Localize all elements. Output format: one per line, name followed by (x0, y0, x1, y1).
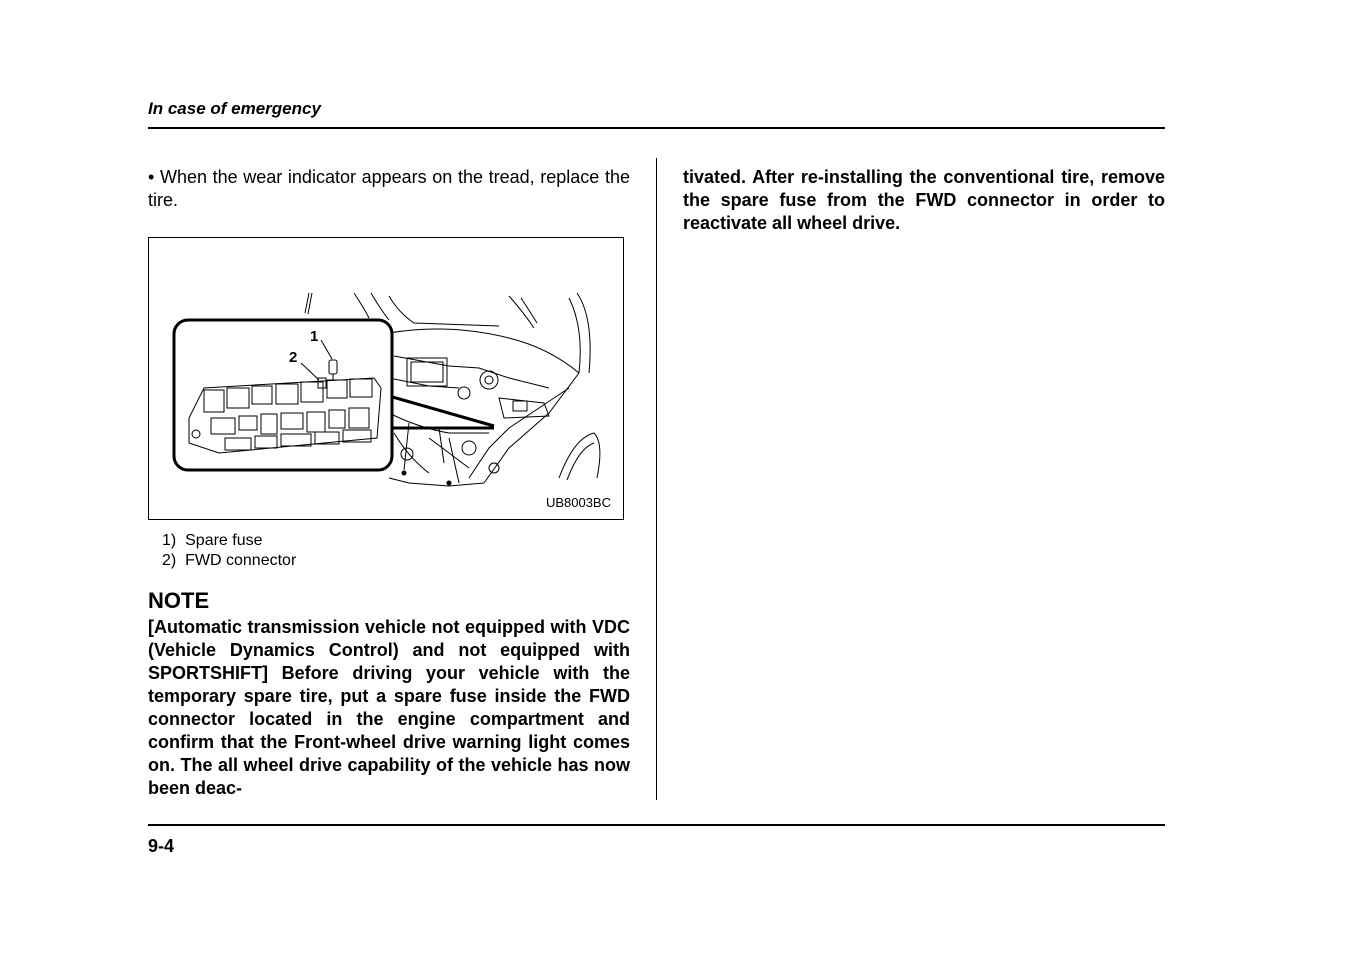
engine-compartment-figure (148, 237, 624, 520)
continued-note-text: tivated. After re-installing the conventional tire, remove the spare fuse from the FWD connector in order to reactivate all wheel drive. (683, 167, 1165, 233)
caption-item (162, 551, 296, 571)
note-body (148, 616, 630, 800)
bullet-text: When the wear indicator appears on the tread, replace the tire. (148, 167, 630, 210)
figure-code: UB8003BC (545, 495, 611, 510)
caption-text: FWD connector (185, 552, 297, 569)
figure-captions (162, 531, 296, 571)
caption-text: Spare fuse (185, 532, 263, 549)
section-header-title: In case of emergency (148, 99, 321, 118)
right-column (683, 166, 1165, 235)
note-heading: NOTE (148, 588, 210, 613)
callout-1-label: 1 (310, 328, 319, 345)
column-divider (656, 158, 657, 800)
footer-rule (148, 824, 1165, 826)
caption-number: 1) (162, 532, 177, 549)
caption-number: 2) (162, 552, 177, 569)
engine-compartment-illustration (149, 238, 625, 521)
bullet-paragraph (148, 166, 630, 212)
left-column (148, 166, 630, 212)
header-rule (148, 127, 1165, 129)
inset-detail-box (174, 320, 392, 470)
note-text: [Automatic transmission vehicle not equipped with VDC (Vehicle Dynamics Control) and not equipped with SPORTSHIFT] Before driving your vehicle with the temporary spare tire, put a spare fuse inside the FWD connector located in the engine compartment and confirm that the Front-wheel drive warning light comes on. The all wheel drive capability of the vehicle has now been deac- (148, 617, 630, 798)
page-number: 9-4 (148, 836, 175, 856)
bullet-symbol: • (148, 167, 155, 187)
callout-2-label: 2 (289, 349, 298, 366)
caption-item (162, 531, 296, 551)
